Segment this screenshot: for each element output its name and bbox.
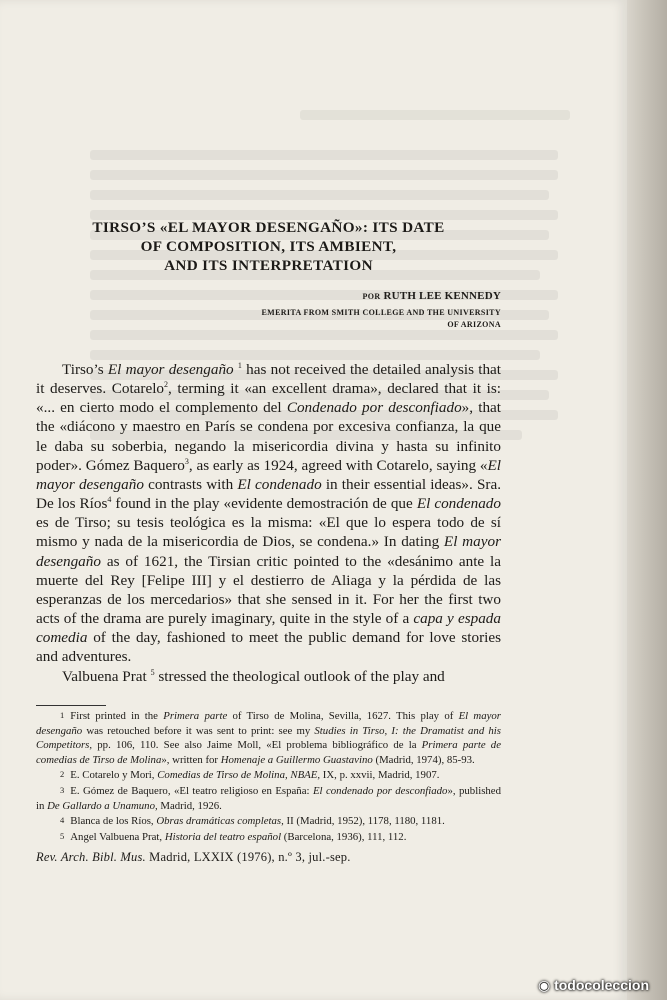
ghost-line	[90, 330, 558, 340]
italic-title: El condenado	[416, 495, 501, 513]
text-run: es de Tirso; su tesis teológica es la misma: «El que lo espera todo de sí mismo y nada de la misericordia de Dios, se condena.» In dating	[36, 514, 501, 551]
footnotes	[36, 708, 501, 844]
italic-title: El condenado	[237, 475, 322, 493]
italic-title: El condenado por desconfiado	[312, 784, 448, 797]
text-run: E. Cotarelo y Mori,	[70, 769, 158, 782]
footnote-ref: 2	[164, 380, 169, 390]
text-run: First printed in the	[70, 710, 164, 722]
footnote-5	[36, 829, 501, 845]
footnote-number: 4	[60, 815, 65, 826]
footnote-number: 3	[60, 784, 65, 795]
footnote-4	[36, 813, 501, 829]
title-line: TIRSO’S «EL MAYOR DESENGAÑO»: ITS DATE	[92, 219, 445, 236]
text-run: , as early as 1924, agreed with Cotarelo, saying «	[188, 456, 488, 474]
text-run: found in the play «evidente demostración de que	[111, 495, 417, 513]
title-line: OF COMPOSITION, ITS AMBIENT,	[140, 238, 397, 255]
article-body	[36, 360, 501, 686]
italic-title: Primera parte	[163, 710, 228, 722]
byline-prefix: POR	[362, 292, 381, 301]
text-run: », published in	[36, 784, 501, 812]
journal-citation	[36, 850, 501, 865]
italic-title: El mayor desengaño	[36, 456, 501, 493]
italic-title: El mayor desengaño	[36, 533, 501, 570]
text-run: E. Gómez de Baquero, «El teatro religioso en España:	[70, 784, 313, 797]
italic-title: De Gallardo a Unamuno,	[47, 799, 158, 812]
italic-title: Studies in Tirso, I: the Dramatist and his Competitors,	[36, 724, 501, 752]
text-run: IX, p. xxvii, Madrid, 1907.	[320, 769, 440, 782]
footnote-ref: 5	[150, 667, 155, 677]
body-paragraph-1	[36, 360, 501, 667]
footnote-3	[36, 783, 501, 813]
text-run: (Barcelona, 1936), 111, 112.	[281, 830, 407, 843]
body-paragraph-2	[36, 667, 501, 686]
ghost-line	[90, 350, 540, 360]
footnote-number: 2	[60, 769, 65, 780]
text-run: stressed the theological outlook of the play and	[158, 667, 445, 685]
page-edge	[627, 0, 667, 1000]
author-name: RUTH LEE KENNEDY	[383, 290, 501, 302]
text-run: », written for	[161, 753, 221, 766]
italic-title: El mayor desengaño	[36, 710, 501, 737]
footnote-2	[36, 767, 501, 783]
ghost-line	[90, 150, 558, 160]
text-run: Blanca de los Ríos,	[70, 815, 157, 828]
italic-title: El mayor desengaño	[107, 361, 234, 378]
text-run: , terming it «an excellent drama», declared that it is: «... en cierto modo el complemento del	[36, 380, 501, 417]
watermark-icon: ◉	[537, 977, 551, 993]
text-run: Angel Valbuena Prat,	[70, 830, 165, 843]
text-run: », that the «diácono y maestro en París se condena por excesiva confianza, la que le daba su soberbia, negando la misericordia divina y hasta su infinito poder». Gómez Baquero	[36, 399, 501, 474]
italic-title: Homenaje a Guillermo Guastavino	[220, 753, 373, 766]
affiliation-line: EMERITA FROM SMITH COLLEGE AND THE UNIVERSITY	[261, 308, 501, 317]
footnote-1	[36, 708, 501, 767]
footnote-number: 5	[60, 830, 65, 841]
italic-title: Comedias de Tirso de Molina, NBAE,	[157, 769, 321, 782]
footnote-ref: 4	[107, 495, 112, 505]
text-run: Valbuena Prat	[62, 667, 147, 685]
text-run: of Tirso de Molina, Sevilla, 1627. This play of	[227, 710, 459, 722]
text-run: as of 1621, the Tirsian critic pointed to the «desánimo ante la muerte del Rey [Felipe III] y el destierro de Aliaga y la pérdida de las esperanzas de los mercedarios» that she sensed in it. For her the first two acts of the drama are purely imaginary, quite in the style of a	[36, 552, 501, 628]
italic-title: Historia del teatro español	[164, 830, 282, 843]
footnote-divider	[36, 705, 106, 706]
footnote-ref: 1	[237, 360, 242, 370]
journal-abbrev: Rev. Arch. Bibl. Mus.	[36, 850, 146, 864]
italic-title: Condenado por desconfiado	[286, 399, 462, 417]
italic-title: Obras dramáticas completas,	[156, 815, 284, 828]
title-line: AND ITS INTERPRETATION	[164, 257, 373, 274]
ghost-line	[90, 190, 549, 200]
ghost-line	[300, 110, 570, 120]
watermark-text: todocoleccion	[554, 977, 649, 993]
author-affiliation	[36, 307, 501, 331]
text-run: of the day, fashioned to meet the public demand for love stories and adventures.	[36, 629, 501, 666]
text-run: Tirso’s	[62, 361, 108, 378]
text-run: Madrid, 1926.	[157, 799, 222, 812]
text-run: contrasts with	[143, 475, 238, 493]
affiliation-line: OF ARIZONA	[447, 320, 501, 329]
italic-term: capa y espada comedia	[36, 610, 501, 647]
text-run: pp. 106, 110. See also Jaime Moll, «El problema bibliográfico de la	[92, 739, 422, 752]
text-run: II (Madrid, 1952), 1178, 1180, 1181.	[283, 815, 445, 828]
footnote-number: 1	[60, 710, 65, 720]
watermark-logo	[538, 977, 649, 994]
text-run: was retouched before it was sent to print: see my	[82, 724, 315, 737]
footnote-ref: 3	[184, 456, 189, 466]
article-title	[36, 218, 501, 275]
ghost-line	[90, 170, 558, 180]
italic-title: Primera parte de comedias de Tirso de Molina	[36, 739, 501, 766]
text-run: has not received the detailed analysis that it deserves. Cotarelo	[36, 361, 502, 398]
author-byline	[36, 290, 501, 302]
text-run: (Madrid, 1974), 85-93.	[372, 753, 475, 766]
text-run: in their essential ideas». Sra. De los Ríos	[36, 475, 502, 513]
citation-details: Madrid, LXXIX (1976), n.º 3, jul.-sep.	[145, 850, 351, 864]
